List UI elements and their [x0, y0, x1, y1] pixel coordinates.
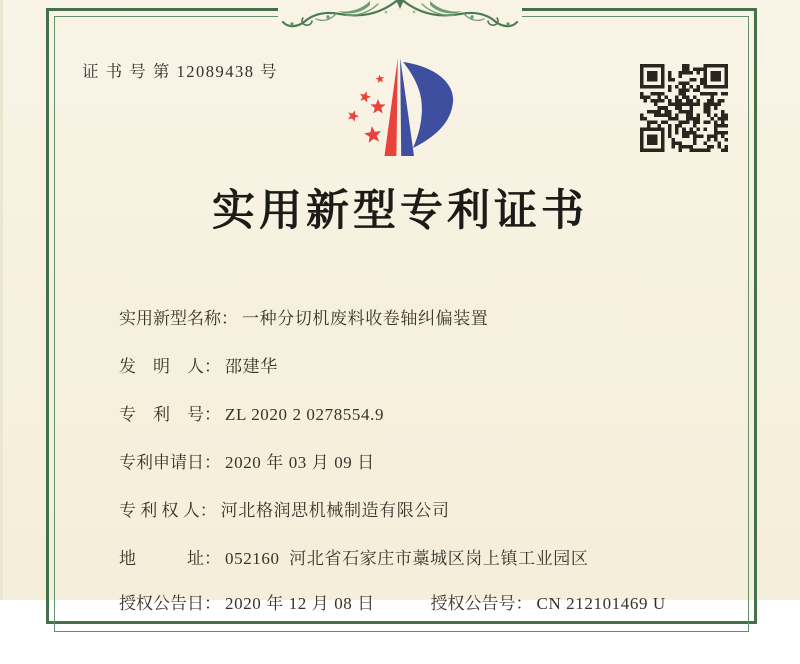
qr-code-icon [640, 64, 728, 152]
field-value: 河北格润思机械制造有限公司 [220, 501, 450, 520]
scan-edge-shade [0, 0, 3, 600]
field-value: 一种分切机废料收卷轴纠偏装置 [242, 309, 489, 328]
top-flourish-ornament [278, 0, 522, 28]
label-colon: ： [204, 594, 221, 613]
field-value: CN 212101469 U [536, 594, 666, 613]
label-colon: ： [515, 594, 533, 613]
field-value: 邵建华 [225, 357, 278, 376]
cnipa-patent-logo [337, 46, 463, 170]
certificate-title: 实用新型专利证书 [212, 188, 588, 235]
field-label: 发 明 人 [119, 357, 204, 376]
certificate-number: 证 书 号 第 12089438 号 [82, 62, 279, 81]
patent-office-logo-icon [337, 46, 463, 170]
field-value: 2020 年 12 月 08 日 [225, 594, 375, 613]
field-label: 地 址 [119, 549, 204, 568]
field-label: 实用新型名称 [119, 309, 221, 328]
field-label: 专 利 权 人 [119, 501, 200, 520]
certificate-qr-code [640, 64, 728, 152]
field-row-grant-date [102, 568, 760, 664]
field-value: ZL 2020 2 0278554.9 [225, 405, 385, 424]
flourish-icon [278, 0, 522, 28]
label-colon: ： [204, 453, 221, 472]
label-colon: ： [204, 357, 221, 376]
label-colon: ： [199, 501, 217, 520]
field-value: 052160 河北省石家庄市藁城区岗上镇工业园区 [225, 549, 589, 568]
field-label: 专 利 号 [119, 405, 204, 424]
label-colon: ： [204, 405, 221, 424]
field-label: 专利申请日 [119, 453, 204, 472]
label-colon: ： [221, 309, 238, 328]
field-value: 2020 年 03 月 09 日 [225, 453, 375, 472]
field-label: 授权公告日 [119, 594, 204, 613]
field-label: 授权公告号 [430, 594, 516, 613]
field-grant-publication-number [405, 568, 666, 640]
label-colon: ： [204, 549, 221, 568]
